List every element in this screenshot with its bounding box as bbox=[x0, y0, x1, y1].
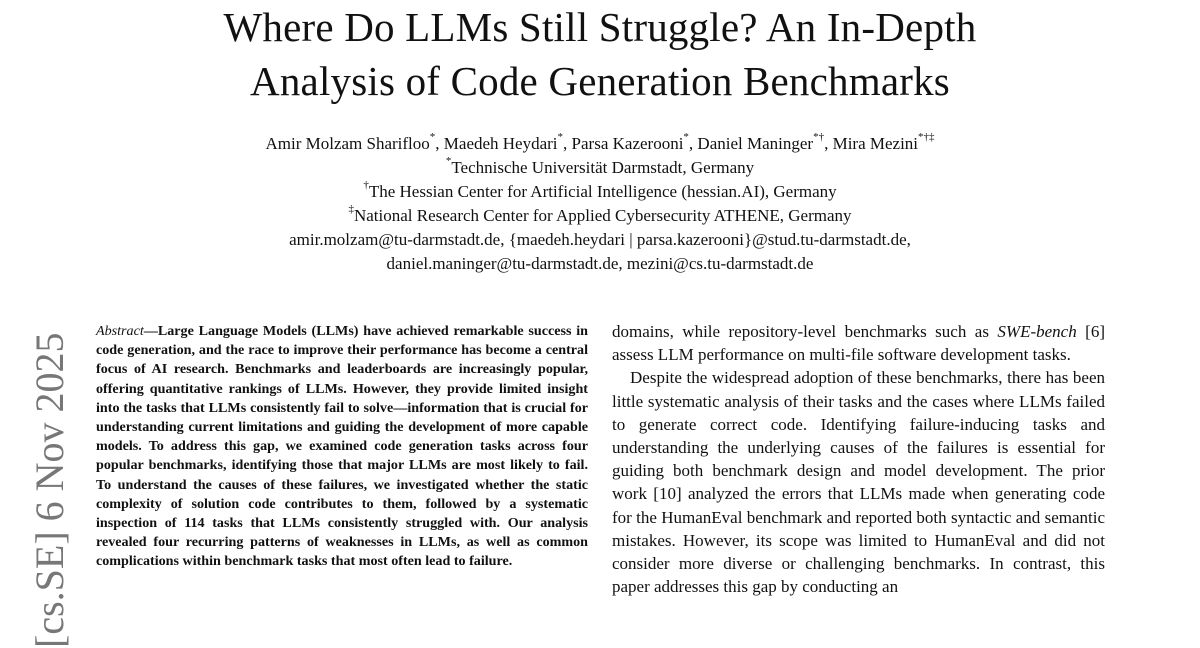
author-name: Daniel Maninger bbox=[697, 134, 814, 153]
affiliation-tu: *Technische Universität Darmstadt, Germany bbox=[445, 155, 755, 177]
email-line-1: amir.molzam@tu-darmstadt.de, {maedeh.heydari | parsa.kazerooni}@stud.tu-darmstadt.de, bbox=[289, 230, 911, 249]
author-name: Parsa Kazerooni bbox=[571, 134, 684, 153]
paper-header bbox=[0, 0, 1200, 108]
author-block bbox=[0, 132, 1200, 276]
abstract bbox=[96, 322, 588, 572]
author-separator: , bbox=[688, 134, 698, 153]
affiliation-mark: * bbox=[429, 131, 436, 144]
affiliation-athene: ‡National Research Center for Applied Cybersecurity ATHENE, Germany bbox=[348, 203, 852, 225]
affiliation-hessian: †The Hessian Center for Artificial Intelligence (hessian.AI), Germany bbox=[363, 179, 837, 201]
paper-title bbox=[0, 0, 1200, 108]
author-name: Maedeh Heydari bbox=[443, 134, 558, 153]
author-separator: , bbox=[824, 134, 833, 153]
email-line-2: daniel.maninger@tu-darmstadt.de, mezini@cs.tu-darmstadt.de bbox=[386, 254, 814, 273]
author-name: Amir Molzam Sharifloo bbox=[265, 134, 430, 153]
affiliation-mark: * bbox=[557, 131, 564, 144]
title-line-2: Analysis of Code Generation Benchmarks bbox=[250, 58, 950, 104]
abstract-lead: Abstract bbox=[96, 323, 144, 339]
affiliation-mark: *†‡ bbox=[918, 131, 935, 144]
affiliation-mark: * bbox=[683, 131, 689, 144]
paragraph: domains, while repository-level benchmarks such as SWE-bench [6] assess LLM performance on multi-file software development tasks. bbox=[612, 322, 1105, 365]
author-name: Mira Mezini bbox=[832, 134, 919, 153]
introduction-text bbox=[612, 320, 1105, 598]
affiliation-mark: *† bbox=[813, 131, 825, 144]
arxiv-stamp: [cs.SE] 6 Nov 2025 bbox=[27, 332, 72, 648]
abstract-body: —Large Language Models (LLMs) have achieved remarkable success in code generation, and the race to improve their performance has become a central focus of AI research. Benchmarks and leaderboards are increasingly popular, offering quantitative rankings of LLMs. However, they provide limited insight into the tasks that LLMs consistently fail to solve—information that is crucial for understanding current limitations and guiding the development of more capable models. To address this gap, we examined code generation tasks across four popular benchmarks, identifying those that major LLMs are most likely to fail. To understand the causes of these failures, we investigated whether the static complexity of solution code contributes to them, followed by a systematic inspection of 114 tasks that LLMs consistently struggled with. Our analysis revealed four recurring patterns of weaknesses in LLMs, as well as common complications within benchmark tasks that most often lead to failure. bbox=[96, 323, 588, 570]
author-separator: , bbox=[563, 134, 572, 153]
emphasis: SWE-bench bbox=[997, 322, 1077, 341]
paragraph: Despite the widespread adoption of these benchmarks, there has been little systematic analysis of their tasks and the cases where LLMs failed to generate correct code. Identifying failure-inducing tasks and understanding the underlying causes of the failures is essential for guiding both benchmark design and model development. The prior work [10] analyzed the errors that LLMs made when generating code for the HumanEval benchmark and reported both syntactic and semantic mistakes. However, its scope was limited to HumanEval and did not consider more diverse or challenging benchmarks. In contrast, this paper addresses this gap by conducting an bbox=[612, 368, 1105, 597]
title-line-1: Where Do LLMs Still Struggle? An In-Depth bbox=[223, 4, 977, 50]
author-separator: , bbox=[435, 134, 444, 153]
author-list bbox=[0, 132, 1200, 156]
